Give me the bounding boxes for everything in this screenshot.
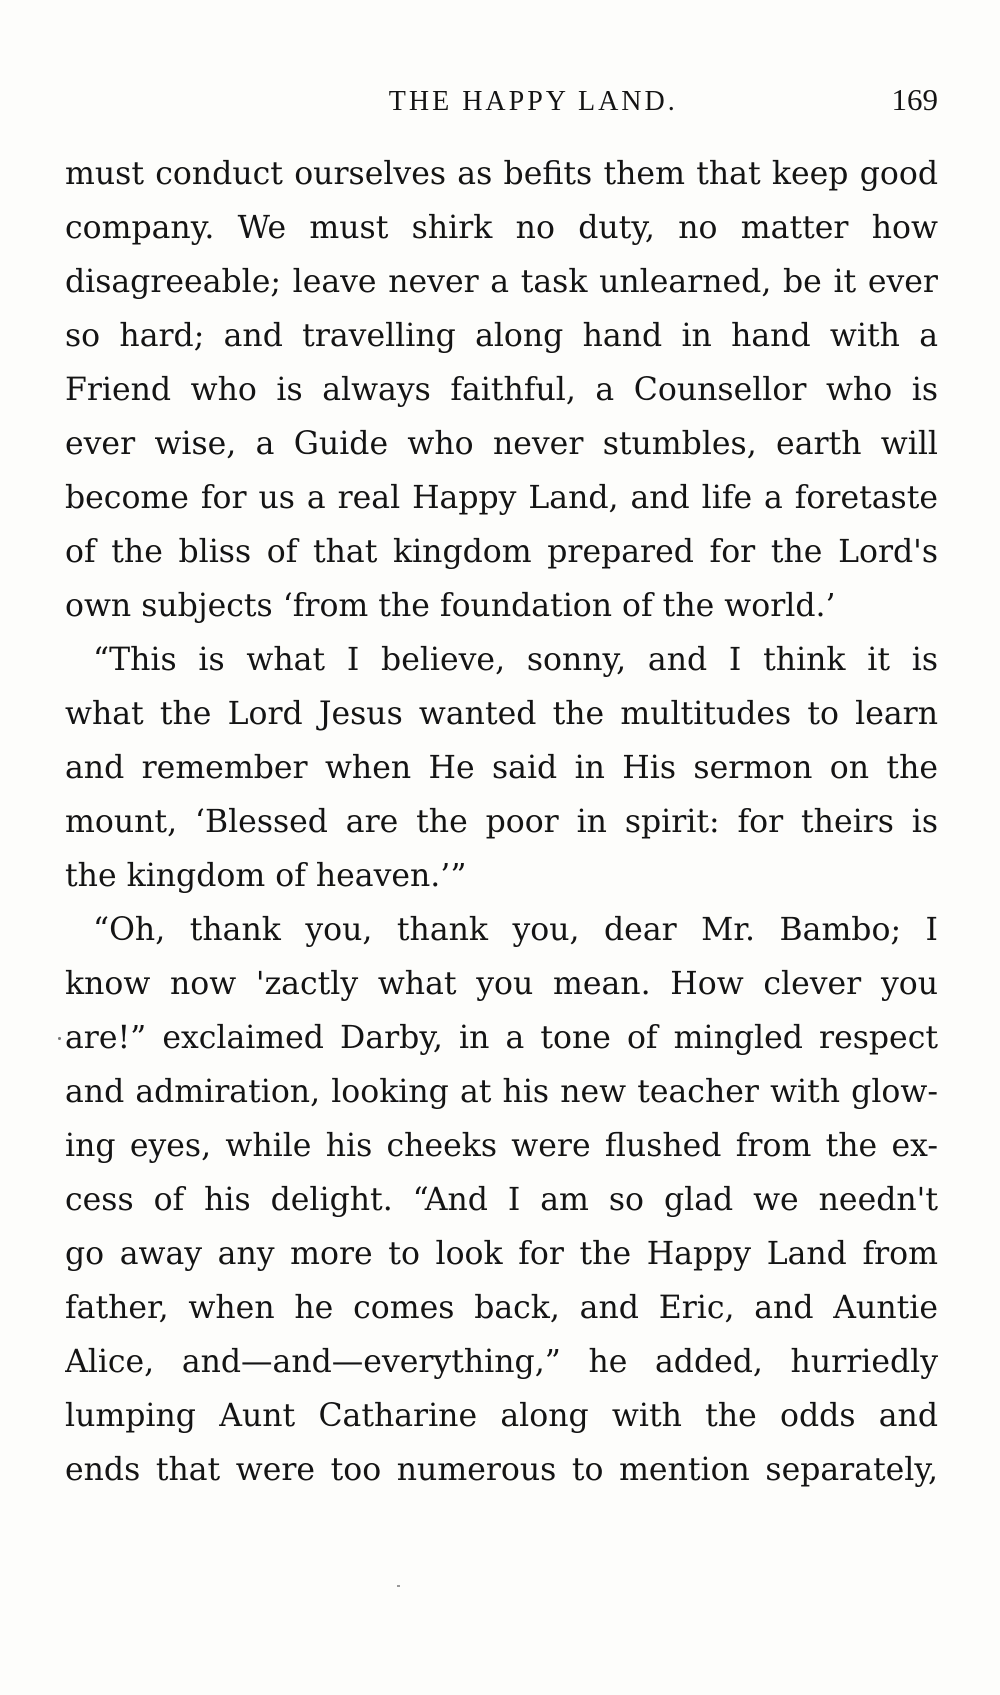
text-line: of the bliss of that kingdom prepared for the Lord's xyxy=(65,534,938,570)
running-head xyxy=(65,82,938,132)
text-line: so hard; and travelling along hand in hand with a xyxy=(65,318,938,354)
text-line: cess of his delight. “And I am so glad we needn't xyxy=(65,1182,938,1218)
text-line: lumping Aunt Catharine along with the odds and xyxy=(65,1398,938,1434)
print-speck xyxy=(58,1037,61,1040)
text-line: are!” exclaimed Darby, in a tone of mingled respect xyxy=(65,1020,938,1056)
text-line: ing eyes, while his cheeks were flushed from the ex- xyxy=(65,1128,938,1164)
running-title: THE HAPPY LAND. xyxy=(388,86,678,117)
text-line: disagreeable; leave never a task unlearned, be it ever xyxy=(65,264,938,300)
text-line: go away any more to look for the Happy Land from xyxy=(65,1236,938,1272)
text-line: must conduct ourselves as befits them that keep good xyxy=(65,156,938,192)
text-line: mount, ‘Blessed are the poor in spirit: for theirs is xyxy=(65,804,938,840)
paragraph-start-line: “Oh, thank you, thank you, dear Mr. Bambo; I xyxy=(93,912,938,948)
text-line: ever wise, a Guide who never stumbles, earth will xyxy=(65,426,938,462)
text-line: ends that were too numerous to mention separately, xyxy=(65,1452,938,1488)
text-line: father, when he comes back, and Eric, and Auntie xyxy=(65,1290,938,1326)
text-line: what the Lord Jesus wanted the multitudes to learn xyxy=(65,696,938,732)
print-speck xyxy=(397,1585,400,1587)
page-number: 169 xyxy=(891,82,938,117)
text-line: and admiration, looking at his new teacher with glow- xyxy=(65,1074,938,1110)
text-line: Friend who is always faithful, a Counsellor who is xyxy=(65,372,938,408)
text-line: own subjects ‘from the foundation of the world.’ xyxy=(65,588,836,624)
body-text xyxy=(65,147,938,1497)
text-line: know now 'zactly what you mean. How clever you xyxy=(65,966,938,1002)
text-line: company. We must shirk no duty, no matter how xyxy=(65,210,938,246)
text-line: the kingdom of heaven.’” xyxy=(65,858,467,894)
paragraph-start-line: “This is what I believe, sonny, and I think it is xyxy=(93,642,938,678)
text-line: become for us a real Happy Land, and life a foretaste xyxy=(65,480,938,516)
text-line: and remember when He said in His sermon on the xyxy=(65,750,938,786)
text-line: Alice, and—and—everything,” he added, hurriedly xyxy=(65,1344,938,1380)
